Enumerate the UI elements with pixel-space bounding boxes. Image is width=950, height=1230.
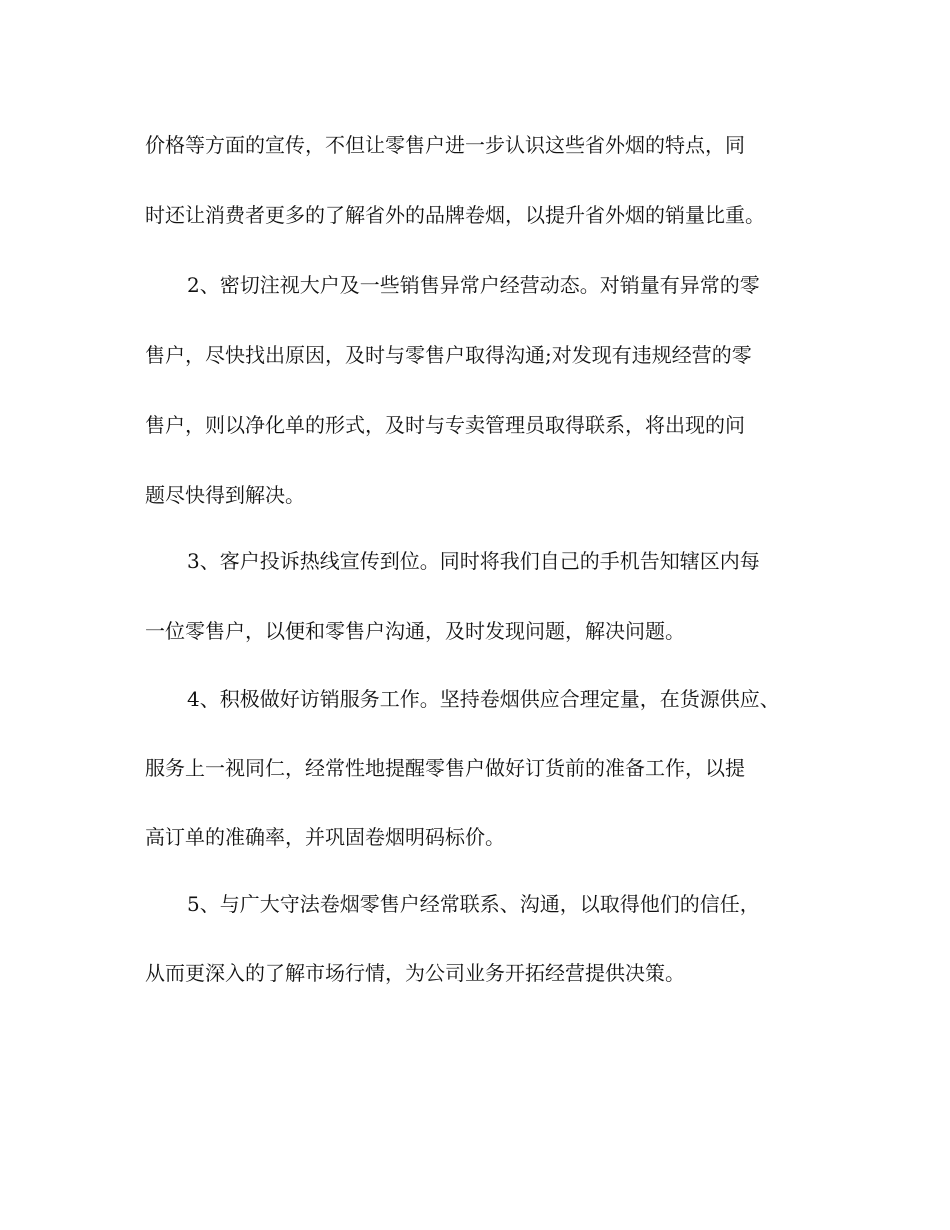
text-line: 售户，则以净化单的形式，及时与专卖管理员取得联系，将出现的问 — [145, 413, 745, 437]
text-line: 从而更深入的了解市场行情，为公司业务开拓经营提供决策。 — [145, 961, 685, 985]
text-line: 价格等方面的宣传，不但让零售户进一步认识这些省外烟的特点，同 — [145, 133, 745, 157]
paragraph-3-start: 3、客户投诉热线宣传到位。同时将我们自己的手机告知辖区内每 — [187, 549, 760, 573]
text-line: 题尽快得到解决。 — [145, 483, 305, 507]
paragraph-5-start: 5、与广大守法卷烟零售户经常联系、沟通，以取得他们的信任， — [187, 892, 760, 916]
text-line: 服务上一视同仁，经常性地提醒零售户做好订货前的准备工作，以提 — [145, 756, 745, 780]
text-line: 高订单的准确率，并巩固卷烟明码标价。 — [145, 825, 505, 849]
text-line: 时还让消费者更多的了解省外的品牌卷烟，以提升省外烟的销量比重。 — [145, 203, 765, 227]
paragraph-4-start: 4、积极做好访销服务工作。坚持卷烟供应合理定量，在货源供应、 — [187, 687, 780, 711]
text-line: 一位零售户，以便和零售户沟通，及时发现问题，解决问题。 — [145, 619, 685, 643]
text-line: 售户，尽快找出原因，及时与零售户取得沟通;对发现有违规经营的零 — [145, 343, 752, 367]
paragraph-2-start: 2、密切注视大户及一些销售异常户经营动态。对销量有异常的零 — [187, 273, 760, 297]
